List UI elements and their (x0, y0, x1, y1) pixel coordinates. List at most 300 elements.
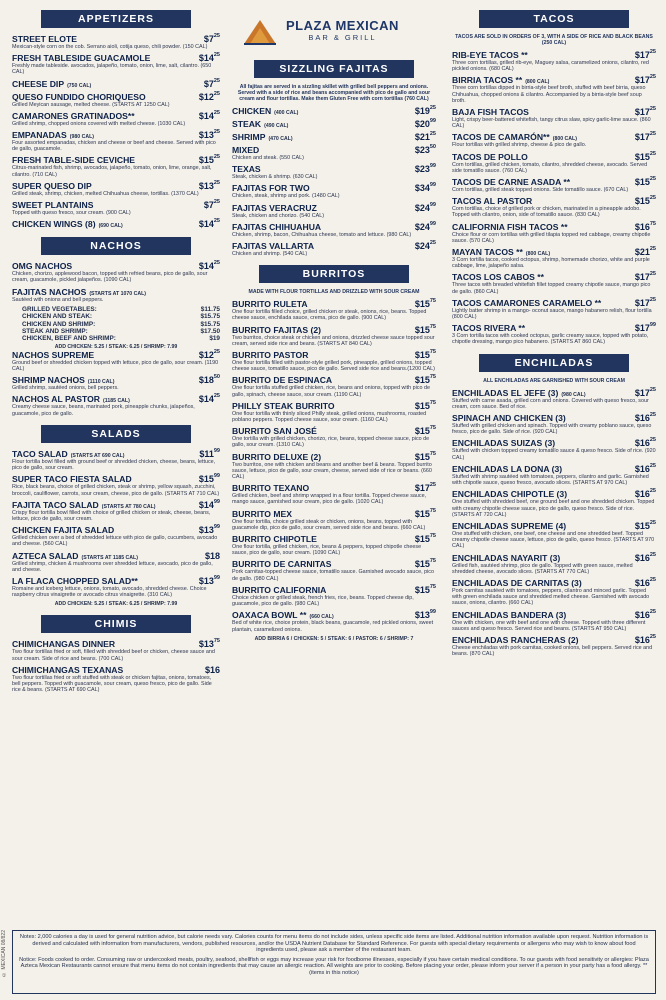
brand-name: PLAZA MEXICAN (286, 18, 399, 33)
nachos-section (12, 237, 220, 417)
menu-item-calories: (470 CAL) (268, 136, 293, 142)
fajita-option-spacer (92, 313, 200, 320)
fajita-nachos-option (12, 313, 220, 320)
menu-item-name: BIRRIA TACOS ** (452, 75, 523, 86)
menu-item-name: BURRITO SAN JOSÉ (232, 426, 317, 437)
menu-item-description: One flour tortilla, choice grilled steak or chicken, onions, beans, topped with guacamole dip, pico de gallo, sour cream, served side rice and beans. (660 CAL) (232, 518, 426, 531)
menu-item-row (12, 500, 220, 510)
menu-item (12, 155, 220, 177)
menu-item-price: $\$16^{75}$ (634, 220, 656, 232)
menu-item-cents: 25 (649, 386, 656, 393)
menu-item-price: $\$11^{99}$ (199, 447, 220, 459)
menu-item (232, 401, 436, 423)
menu-item-description: Pork carnitas-topped cheese sauce, tomatillo sauce. Garnished avocado sauce, pico de gallo. (980 CAL) (232, 569, 434, 582)
menu-item-price: $\$7^{25}$ (203, 77, 220, 89)
menu-item-cents: 75 (429, 533, 436, 540)
menu-item-price: $\$34^{99}$ (414, 182, 436, 194)
fajita-option-name: CHICKEN, BEEF AND SHRIMP: (22, 335, 116, 343)
fajita-option-price: $15.75 (200, 320, 220, 328)
menu-item-cents: 25 (649, 412, 656, 419)
menu-item-name: LA FLACA CHOPPED SALAD** (12, 575, 138, 586)
menu-item-row (452, 196, 656, 206)
menu-item-price: $\$13^{75}$ (198, 638, 220, 650)
menu-item-price: $\$15^{75}$ (414, 583, 436, 595)
column-right (452, 10, 656, 665)
menu-item (12, 92, 220, 108)
appetizers-header: APPETIZERS (41, 10, 191, 28)
menu-item-name: OAXACA BOWL ** (232, 610, 307, 621)
menu-item-price: $\$14^{25}$ (198, 260, 220, 272)
menu-item (232, 534, 436, 556)
menu-item-cents: 25 (649, 608, 656, 615)
menu-item-name: BURRITO TEXANO (232, 483, 310, 494)
menu-item-description: Three corn tortillas, grilled rib-eye, Maguey salsa, caramelized onions, cilantro, red pickled onions. (680 CAL) (452, 60, 649, 73)
menu-item-cents: 99 (649, 322, 656, 329)
menu-item-name: FRESH TABLE-SIDE CEVICHE (12, 155, 136, 166)
menu-item-row (232, 241, 436, 251)
fajita-option-name: GRILLED VEGETABLES: (22, 305, 97, 313)
menu-item (232, 452, 436, 481)
menu-item-row (232, 452, 436, 462)
menu-item-name: FAJITAS NACHOS (12, 286, 87, 297)
fajita-nachos-option (12, 335, 220, 342)
menu-item (232, 350, 436, 372)
menu-item-name: SUPER TACO FIESTA SALAD (12, 474, 132, 485)
menu-item-cents: 50 (213, 374, 220, 381)
menu-item-name: FAJITAS VERACRUZ (232, 202, 317, 213)
menu-item-description: Two burritos, choice steak or chicken and onions, drizzled cheese sauce topped sour cream, served side rice and beans. (STARTS AT 840 CAL) (232, 334, 435, 347)
menu-item-name: FAJITA TACO SALAD (12, 499, 99, 510)
menu-item-row (12, 34, 220, 44)
menu-item-cents: 99 (429, 163, 436, 170)
menu-item (12, 576, 220, 598)
menu-item-cents: 99 (213, 473, 220, 480)
footer-allergy-note: Notice: Foods cooked to order. Consuming raw or undercooked meats, poultry, seafood, shellfish or eggs may increase your risk for foodborne illnesses, especially if you have certain medical conditions. To our guests with food sensitivity or allergies: Plaza Azteca Mexican Restaurants cannot ensure that menu items do not contain ingredients that may cause an allergic reaction. All weights are prior to cooking. Before placing your order, please inform your server if a person in your party has a food allergy. **(items in this notice) (19, 956, 649, 976)
menu-item-price: $\$23^{50}$ (414, 144, 436, 155)
menu-item-description: Grilled Meyican sausage, melted cheese. (STARTS AT 1250 CAL) (12, 101, 170, 108)
menu-item-name: SHRIMP (232, 132, 266, 142)
menu-item-cents: 25 (649, 106, 656, 113)
fajita-option-price: $17.50 (200, 328, 220, 336)
menu-item-description: Stuffed with carne asada, grilled corn and onions. Covered with queso fresco, sour cream, corn sauce. Bed of rice. (452, 397, 649, 410)
menu-item-description: Ground beef or shredded chicken topped with lettuce, pico de gallo, sour cream. (1190 CAL) (12, 359, 219, 373)
menu-item-row (232, 426, 436, 436)
menu-item-price: $\$16^{25}$ (634, 412, 656, 424)
menu-item-name: MIXED (232, 145, 260, 155)
menu-item-description: Flour tortillas with grilled shrimp, cheese & pico de gallo. (452, 142, 587, 149)
menu-item-description: Corn tortillas, grilled steak topped onions. Side tomatillo sauce. (670 CAL) (452, 187, 629, 194)
menu-item-row (12, 639, 220, 649)
menu-item-row (452, 132, 656, 142)
burritos-list (232, 299, 436, 632)
menu-item-description: Creamy cheese sauce, beans, marinated pork, pineapple chunks, jalapeños, guacamole, pico de gallo. (12, 404, 195, 417)
menu-item (232, 183, 436, 199)
menu-item-calories: (STARTS AT 1070 CAL) (89, 290, 147, 297)
menu-item-name: PHILLY STEAK BURRITO (232, 400, 335, 411)
menu-item-row (452, 75, 656, 85)
menu-item-row (232, 132, 436, 142)
tacos-section (452, 10, 656, 346)
appetizers-list (12, 34, 220, 229)
menu-item-name: BURRITO PASTOR (232, 350, 309, 361)
menu-item-name: FRESH TABLESIDE GUACAMOLE (12, 53, 151, 64)
menu-item (232, 483, 436, 505)
menu-item (12, 500, 220, 522)
menu-item-row (232, 375, 436, 385)
menu-item (452, 635, 656, 657)
menu-item (232, 241, 436, 257)
menu-item (12, 375, 220, 391)
menu-item (232, 559, 436, 581)
menu-item (232, 375, 436, 397)
menu-item-cents: 25 (213, 199, 220, 206)
menu-item-price: $\$17^{25}$ (634, 106, 656, 118)
appetizers-section (12, 10, 220, 229)
menu-item-name: TACOS DE CARNE ASADA ** (452, 177, 571, 188)
menu-item-cents: 25 (649, 462, 656, 469)
menu-item-price: $\$16^{25}$ (634, 551, 656, 563)
menu-item-row (452, 464, 656, 474)
fajita-option-spacer (95, 321, 200, 328)
menu-item-calories: (STARTS AT 780 CAL) (101, 503, 156, 510)
menu-item-description: Grilled steak, shrimp, chicken, melted Chihuahua cheese, tortillas. (1370 CAL) (12, 190, 199, 197)
fajita-nachos-option (12, 321, 220, 328)
menu-item-price: $\$16^{25}$ (634, 633, 656, 645)
menu-item-price: $\$14^{25}$ (198, 109, 220, 121)
burritos-section (232, 265, 436, 641)
fajitas-note: All fajitas are served in a sizzling skillet with grilled bell peppers and onions. Served with a side of rice and beans accompanied with pico de gallo and sour cream and flour tortillas. Make them Gluten Free with corn tortillas (760 CAL) (237, 84, 431, 102)
menu-item-description: Flour tortilla bowl filled with ground beef or shredded chicken, cheese, beans, lettuce, pico de gallo, sour cream. (12, 458, 216, 472)
menu-item-row (452, 489, 656, 499)
menu-item (12, 79, 220, 89)
menu-item-row (452, 298, 656, 308)
menu-item-description: One flour tortilla with thinly sliced Philly steak, grilled onions, mushrooms, roasted poblano peppers. Topped cheese sauce, sour cream. (1160 CAL) (232, 410, 427, 424)
menu-item-cents: 25 (213, 77, 220, 84)
menu-item-name: RIB-EYE TACOS ** (452, 50, 528, 60)
menu-item-cents: 50 (429, 144, 436, 150)
menu-item-price: $\$24^{99}$ (414, 220, 436, 232)
salads-list (12, 449, 220, 598)
menu-item-calories: (800 CAL) (552, 136, 577, 143)
menu-item-row (452, 272, 656, 282)
menu-item-price: $\$16^{25}$ (634, 462, 656, 474)
menu-item (452, 152, 656, 174)
menu-item (232, 145, 436, 161)
side-code: © MEXICAN 08/822 (1, 930, 7, 977)
menu-item-row (452, 610, 656, 620)
menu-item-description: Lightly batter shrimp in a mango- oconut sauce, mango habanero relish, flour tortilla (800 CAL) (452, 307, 652, 321)
menu-item-cents: 25 (213, 109, 220, 116)
menu-item-description: Three corn tortillas dipped in birria-style beef broth, stuffed with beef birria, queso Chihuahua, chopped onions & cilantro. Accompanied by a birria-style beef soup broth. (452, 85, 646, 104)
menu-item (452, 107, 656, 129)
menu-item-price: $\$24^{99}$ (414, 201, 436, 213)
menu-item-description: One with chicken, one with beef and one with cheese. Topped with three different sauces and queso fresco. Served rice and beans. (STARTS AT 950 CAL) (452, 619, 646, 632)
menu-item-row (452, 438, 656, 448)
menu-item (452, 75, 656, 104)
menu-item-name: MAYAN TACOS ** (452, 247, 523, 258)
menu-item-cents: 99 (213, 498, 220, 505)
menu-item-price: $\$21^{25}$ (634, 246, 656, 258)
pyramid-sun-icon (240, 16, 280, 46)
menu-item (232, 299, 436, 321)
menu-item-price: $\$15^{25}$ (634, 176, 656, 188)
menu-item-price: $\$15^{75}$ (414, 425, 436, 437)
menu-item (452, 489, 656, 518)
menu-item-name: ENCHILADAS LA DONA (3) (452, 463, 563, 474)
salads-header: SALADS (41, 425, 191, 443)
menu-item-row (12, 219, 220, 229)
menu-item-cents: 99 (213, 447, 220, 454)
menu-item-description: Chicken and steak. (550 CAL) (232, 155, 304, 161)
menu-item-cents: 75 (429, 323, 436, 330)
menu-item-description: 3 Corn tortilla tacos with cooked octopus, garlic creamy sauce, topped with potato, chipotle dressing, mango pico habanero. (STARTS AT 860 CAL) (452, 333, 649, 346)
menu-item-cents: 75 (429, 507, 436, 514)
menu-item-cents: 25 (649, 271, 656, 278)
menu-item-price: $16 (204, 664, 220, 675)
menu-item-cents: 25 (649, 633, 656, 640)
menu-item-price: $\$7^{25}$ (203, 199, 220, 211)
menu-item-row (232, 401, 436, 411)
menu-item-calories: (690 CAL) (98, 223, 123, 230)
menu-item-cents: 99 (429, 201, 436, 208)
menu-item-price: $\$15^{99}$ (198, 473, 220, 485)
menu-item-calories: (660 CAL) (309, 614, 334, 621)
menu-item-description: Sautéed with onions and bell peppers. (12, 296, 104, 303)
menu-item-row (232, 299, 436, 309)
menu-item-cents: 75 (429, 349, 436, 356)
menu-item-name: CAMARONES GRATINADOS** (12, 110, 135, 121)
menu-item (12, 53, 220, 75)
menu-item-name: BURRITO FAJITAS (2) (232, 324, 321, 335)
menu-item-row (232, 222, 436, 232)
salads-addon: ADD CHICKEN: 5.25 / STEAK: 6.25 / SHRIMP: 7.99 (54, 601, 178, 608)
menu-item-description: Corn tortillas, choice of grilled pork or chicken, marinated in a pineapple adobo. Topped with cilantro, onion, side of tomatillo sauce. (830 CAL) (452, 206, 641, 219)
column-left (12, 10, 220, 701)
menu-item-price: $\$17^{25}$ (414, 482, 436, 494)
menu-item-price: $\$15^{75}$ (414, 323, 436, 335)
menu-item-name: TACOS DE POLLO (452, 151, 528, 162)
menu-item-cents: 25 (649, 131, 656, 138)
menu-item-price: $\$14^{25}$ (198, 393, 220, 405)
menu-item-row (232, 145, 436, 155)
menu-item-cents: 25 (649, 576, 656, 583)
menu-item (12, 111, 220, 127)
fajita-nachos-option (12, 328, 220, 335)
menu-item-name: TACOS LOS CABOS ** (452, 272, 544, 283)
menu-item (12, 200, 220, 216)
menu-item-description: Two flour tortillas fried or soft stuffed with steak or chicken fajitas, onions, tomatoes, bell peppers. Topped with guacamole, sour cream, queso fresco, pico de gallo. Side rice & beans. (STARTS AT 690 CAL) (12, 674, 212, 694)
menu-item (12, 287, 220, 303)
menu-item-row (452, 413, 656, 423)
menu-item-name: BURRITO CALIFORNIA (232, 584, 327, 595)
menu-item-row (12, 111, 220, 121)
salads-section (12, 425, 220, 607)
menu-item-row (232, 483, 436, 493)
fajita-nachos-options (12, 306, 220, 343)
menu-item-cents: 25 (213, 348, 220, 355)
tacos-list (452, 50, 656, 346)
menu-item-name: TACO SALAD (12, 448, 68, 459)
menu-item (12, 474, 220, 496)
enchiladas-note: ALL ENCHILADAS ARE GARNISHED WITH SOUR CREAM (483, 377, 625, 384)
menu-item-cents: 25 (649, 246, 656, 253)
footer-notice (12, 930, 656, 994)
menu-item-description: Freshly made tableside. avocados, jalapeño, tomato, onion, lime, salt, cilantro. (650 CAL) (12, 63, 212, 76)
menu-item-row (232, 325, 436, 335)
menu-item-price: $\$17^{25}$ (634, 49, 656, 60)
menu-item (12, 525, 220, 547)
brand-sub: BAR & GRILL (308, 33, 377, 42)
menu-item-description: Mexican-style corn on the cob. Serrano aioli, cotija queso, chili powder. (150 CAL) (12, 44, 208, 50)
menu-item-cents: 25 (429, 131, 436, 137)
menu-item (232, 222, 436, 238)
menu-item-price: $\$17^{25}$ (634, 74, 656, 86)
menu-item-description: One stuffed with shredded beef, one ground beef and one shredded chicken. Topped with creamy chipotle cheese sauce, pico de gallo, queso fresco. Side of rice. (STARTS AT 720 CAL) (452, 499, 655, 518)
burritos-header: BURRITOS (259, 265, 409, 283)
menu-item-row (12, 79, 220, 89)
menu-item (232, 119, 436, 129)
menu-item-price: $\$19^{25}$ (414, 105, 436, 116)
menu-item-price: $\$13^{99}$ (414, 609, 436, 621)
menu-item-cents: 75 (429, 558, 436, 565)
menu-item (452, 438, 656, 460)
menu-item-cents: 25 (213, 52, 220, 59)
fajita-option-price: $15.75 (200, 313, 220, 321)
menu-item-name: TEXAS (232, 164, 261, 175)
menu-item-price: $\$7^{25}$ (203, 33, 220, 44)
menu-item-name: ENCHILADAS NAYARIT (3) (452, 552, 561, 563)
menu-item-cents: 99 (429, 182, 436, 189)
brand-logo (232, 10, 436, 54)
menu-item-name: BURRITO RULETA (232, 299, 308, 310)
menu-item-description: Bed of white rice, choice protein, black beans, guacamole, red pickled onions, sweet plantain, caramelized onions. (232, 620, 434, 633)
menu-item (232, 325, 436, 347)
menu-item-cents: 25 (429, 105, 436, 111)
menu-item-cents: 25 (213, 393, 220, 400)
menu-item-description: Steak, chicken & shrimp. (630 CAL) (232, 174, 318, 181)
menu-item-row (452, 578, 656, 588)
menu-item-name: AZTECA SALAD (12, 550, 79, 561)
menu-item-description: Grilled fish, sautéed shrimp, pico de gallo. Topped with green sauce, melted shredded cheese, avocado slices. (STARTS AT 770 CAL) (452, 562, 633, 575)
menu-item-cents: 99 (213, 524, 220, 531)
menu-item-name: ENCHILADAS DE CARNITAS (3) (452, 577, 582, 588)
menu-item-cents: 25 (649, 176, 656, 183)
menu-item-description: Chicken, steak, shrimp and pork. (1480 CAL) (232, 193, 340, 200)
nachos-header: NACHOS (41, 237, 191, 255)
menu-item-row (12, 181, 220, 191)
menu-item-price: $\$15^{75}$ (414, 349, 436, 361)
menu-item (452, 298, 656, 320)
menu-item-name: FAJITAS VALLARTA (232, 241, 315, 252)
menu-item-row (12, 576, 220, 586)
menu-item-name: TACOS RIVERA ** (452, 323, 526, 334)
menu-item-cents: 75 (429, 583, 436, 590)
menu-item-price: $\$14^{99}$ (198, 498, 220, 510)
menu-item-name: CHEESE DIP (12, 78, 65, 89)
menu-item-price: $\$14^{25}$ (198, 218, 220, 230)
fajita-option-price: $11.75 (200, 305, 220, 313)
menu-item-calories: (750 CAL) (67, 82, 92, 89)
menu-item-description: Three tacos with breaded whitefish fillet topped creamy chipotle sauce, mango pico de gallo. (860 CAL) (452, 282, 651, 295)
menu-item-price: $\$16^{25}$ (634, 488, 656, 500)
menu-item-description: One flour tortilla filled with pastor-style grilled pork, pineapple, grilled onions, topped cheese sauce, tomatillo sauce, pico de gallo. Served side rice and beans.(1200 CAL) (232, 360, 435, 373)
menu-item-row (12, 394, 220, 404)
menu-item-cents: 25 (649, 437, 656, 444)
menu-item-description: Grilled shrimp, chicken & mushrooms over shredded lettuce, avocado, pico de gallo, and cheese. (12, 560, 213, 573)
menu-item-cents: 75 (429, 425, 436, 432)
menu-item-row (232, 610, 436, 620)
menu-item-cents: 25 (213, 129, 220, 136)
menu-item-description: Topped with queso fresco, sour cream. (900 CAL) (12, 210, 131, 217)
enchiladas-section (452, 354, 656, 658)
menu-item-price: $\$12^{25}$ (198, 90, 220, 102)
menu-item (452, 610, 656, 632)
menu-item-description: Corn tortillas, grilled chicken, tomato, cilantro, shredded cheese, avocado. Served side tomatillo sauce. (760 CAL) (452, 161, 648, 174)
menu-item-name: TACOS DE CAMARÓN** (452, 132, 550, 143)
menu-item-row (232, 509, 436, 519)
menu-item-row (12, 53, 220, 63)
menu-item-price: $\$14^{25}$ (198, 52, 220, 64)
menu-item-cents: 25 (649, 74, 656, 81)
menu-item-name: STEAK (232, 119, 262, 129)
menu-item (452, 132, 656, 148)
menu-item-row (12, 130, 220, 140)
menu-item-price: $\$15^{25}$ (634, 519, 656, 531)
menu-item-name: BURRITO DELUXE (2) (232, 451, 322, 462)
menu-item-description: Grilled shrimp, chopped onions covered with melted cheese. (1030 CAL) (12, 120, 186, 127)
menu-item-row (232, 183, 436, 193)
footer-nutrition-note: Notes: 2,000 calories a day is used for general nutrition advice, but calorie needs vary. Calories counts for menu items do not include sides, unless specific side items are listed. Additional nutrition information available upon request. Nutrition information is derived and calculated with information from manufacturers, vendors, published resources, and/or the USDA Nutrient Database for Standard Reference. For guests with special dietary requirements or allergens who may wish to know about food ingredients used, please ask a member of the restaurant team. (19, 934, 649, 954)
menu-item-cents: 25 (649, 195, 656, 202)
menu-item-description: Pork carnitas sautéed with tomatoes, peppers, cilantro and minced garlic. Topped with green enchilada sauce and shredded melted cheese. Garnished with avocado sauce, onions, cilantro. (660 CAL) (452, 587, 650, 607)
enchiladas-header: ENCHILADAS (479, 354, 629, 372)
menu-item-row (12, 525, 220, 535)
menu-item-name: ENCHILADAS CHIPOTLE (3) (452, 489, 568, 500)
menu-item (452, 521, 656, 550)
menu-item-description: Chicken, shrimp, bacon, Chihuahua cheese, tomato and lettuce. (980 CAL) (232, 231, 412, 238)
menu-item-name: CHICKEN (232, 106, 272, 116)
menu-item-cents: 25 (649, 488, 656, 495)
chimis-list (12, 639, 220, 693)
menu-item-name: CHIMICHANGAS DINNER (12, 639, 116, 650)
menu-item-price: $\$15^{25}$ (634, 150, 656, 162)
menu-item-calories: (800 CAL) (525, 79, 550, 86)
menu-item-description: Choice flour or corn tortillas with grilled tilapia topped red cabbage, creamy chipotle sauce. (570 CAL) (452, 231, 651, 244)
menu-item-cents: 99 (429, 220, 436, 227)
menu-item-price: $\$15^{75}$ (414, 507, 436, 519)
menu-item-row (232, 106, 436, 116)
menu-item (12, 449, 220, 471)
menu-item (452, 578, 656, 607)
menu-item-name: TACOS AL PASTOR (452, 196, 533, 207)
menu-item (12, 350, 220, 372)
menu-item-row (12, 474, 220, 484)
menu-item-name: ENCHILADAS SUIZAS (3) (452, 438, 556, 449)
menu-item-cents: 99 (213, 574, 220, 581)
menu-item-row (452, 107, 656, 117)
menu-item-description: Grilled shrimp, sautéed onions, bell peppers. (12, 385, 119, 392)
tacos-note: TACOS ARE SOLD IN ORDERS OF 3, WITH A SIDE OF RICE AND BLACK BEANS (250 CAL) (455, 34, 653, 46)
menu-item-cents: 25 (429, 240, 436, 247)
menu-item-calories: (1185 CAL) (103, 398, 130, 405)
menu-item-row (12, 665, 220, 675)
menu-item-row (12, 551, 220, 561)
menu-item-row (452, 521, 656, 531)
menu-item-cents: 25 (213, 90, 220, 97)
fajitas-header: SIZZLING FAJITAS (254, 60, 414, 78)
fajitas-list (232, 106, 436, 257)
menu-item-name: NACHOS SUPREME (12, 349, 95, 360)
